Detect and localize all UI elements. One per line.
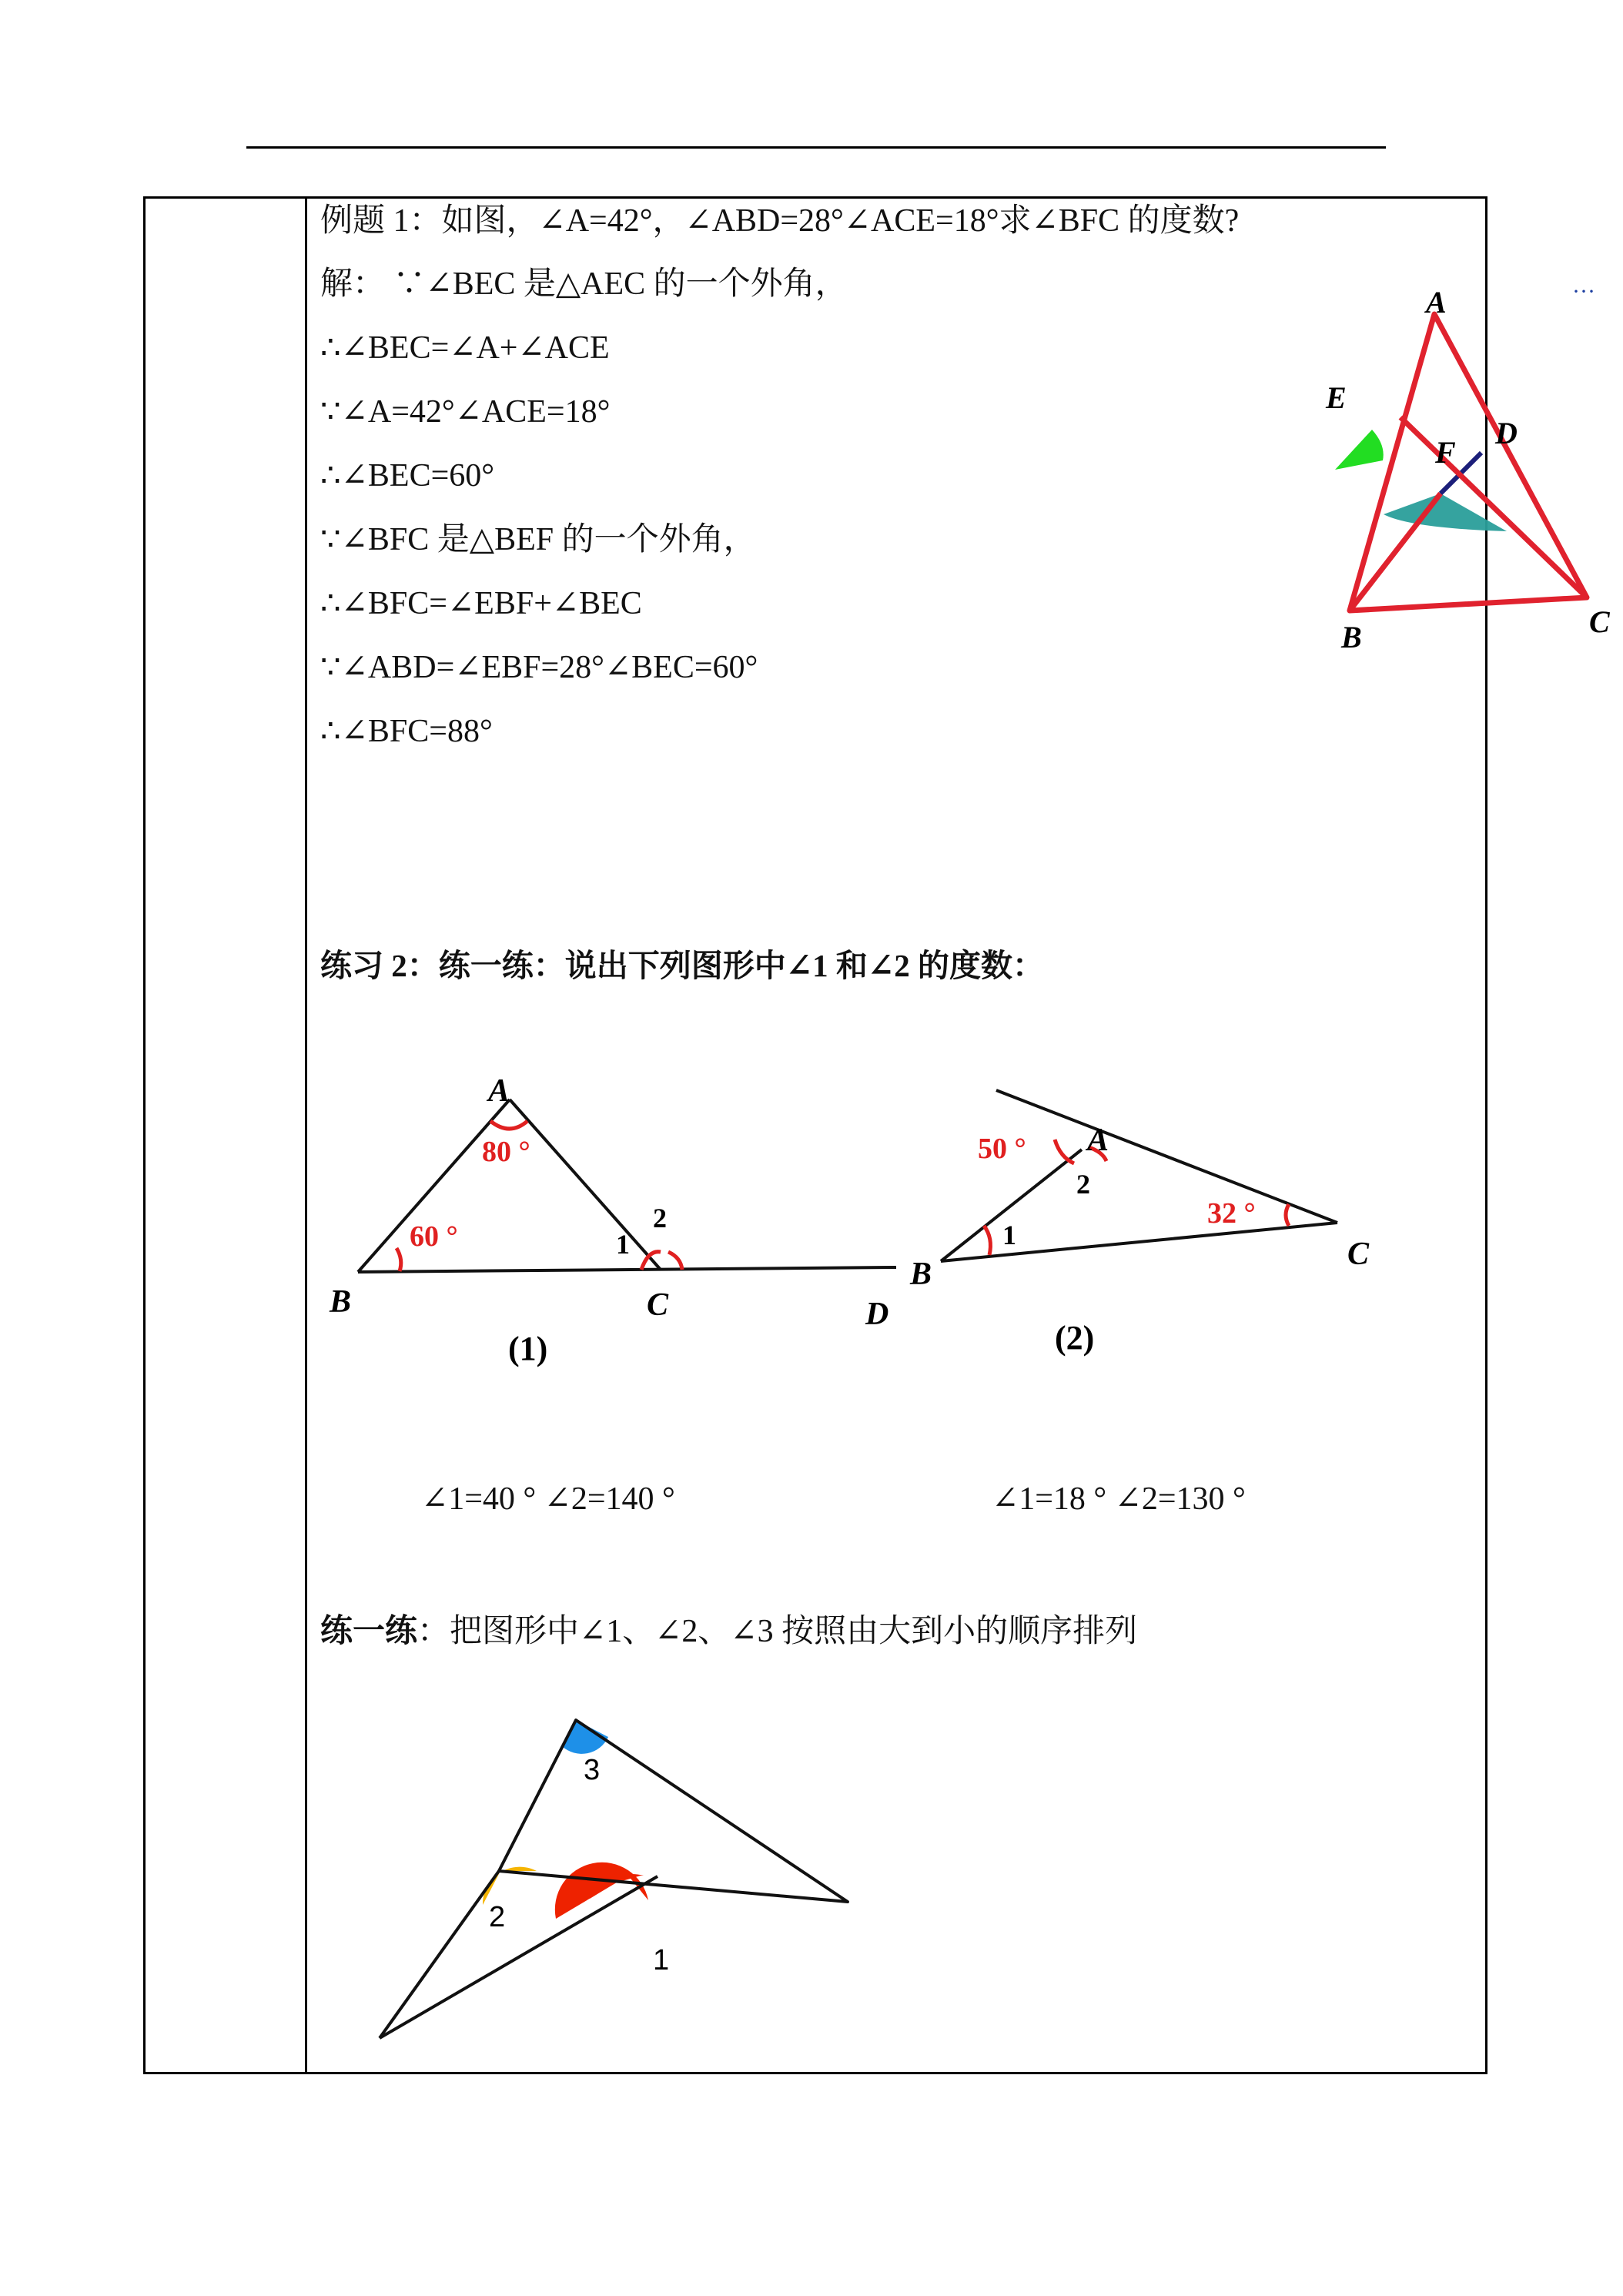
- fig1-label-b: B: [1341, 620, 1362, 654]
- ex2-fig2-angle-ext: 50 °: [978, 1133, 1026, 1165]
- ex2-fig1-label-d: D: [865, 1297, 889, 1332]
- solution-line-1: 解： ∵∠BEC 是△AEC 的一个外角，: [320, 266, 848, 302]
- fig1-dots: ···: [1572, 279, 1595, 304]
- ex3-number-2: 2: [489, 1901, 506, 1933]
- content-cell: [310, 199, 1610, 2072]
- ex2-fig2-label-b: B: [910, 1257, 932, 1292]
- solution-line-2: ∴∠BEC=∠A+∠ACE: [320, 330, 610, 366]
- fig1-label-f: F: [1435, 435, 1456, 470]
- ex2-fig2-angle-c: 32 °: [1207, 1197, 1256, 1230]
- solution-line-5: ∵∠BFC 是△BEF 的一个外角，: [320, 522, 756, 557]
- ex2-fig1-label-a: A: [488, 1073, 510, 1109]
- ex2-fig2-number-2: 2: [1076, 1169, 1090, 1200]
- solution-line-3: ∵∠A=42°∠ACE=18°: [320, 394, 611, 430]
- ex2-fig1-number-1: 1: [616, 1229, 630, 1260]
- fig1-label-d: D: [1495, 416, 1518, 450]
- fig1-label-c: C: [1589, 604, 1610, 639]
- ex2-fig1-label-c: C: [647, 1287, 669, 1323]
- header-rule: [246, 146, 1386, 149]
- example1-question: 例题 1：如图，∠A=42°，∠ABD=28°∠ACE=18°求∠BFC 的度数?: [320, 203, 1240, 239]
- exercise3-figure: [310, 199, 1487, 2070]
- exercise3-title-rest: ：把图形中∠1、∠2、∠3 按照由大到小的顺序排列: [417, 1614, 1138, 1649]
- ex3-number-3: 3: [584, 1754, 601, 1786]
- content-table: [143, 196, 1610, 2074]
- solution-line-6: ∴∠BFC=∠EBF+∠BEC: [320, 586, 642, 621]
- ex2-fig1-caption: (1): [508, 1330, 548, 1367]
- fig1-label-e: E: [1326, 380, 1347, 415]
- ex2-fig2-label-a: A: [1087, 1123, 1109, 1158]
- exercise3-title-bold: 练一练: [320, 1614, 418, 1649]
- left-column: [146, 199, 307, 2072]
- solution-line-4: ∴∠BEC=60°: [320, 458, 495, 494]
- solution-line-8: ∴∠BFC=88°: [320, 714, 493, 749]
- exercise2-title: 练习 2：练一练：说出下列图形中∠1 和∠2 的度数：: [320, 948, 1044, 983]
- fig1-label-a: A: [1426, 285, 1447, 320]
- solution-line-7: ∵∠ABD=∠EBF=28°∠BEC=60°: [320, 650, 758, 685]
- exercise2-answer-1: ∠1=40 ° ∠2=140 °: [421, 1481, 675, 1517]
- ex2-fig1-angle-a: 80 °: [482, 1136, 530, 1168]
- exercise2-answer-2: ∠1=18 ° ∠2=130 °: [992, 1481, 1246, 1517]
- ex3-number-1: 1: [653, 1944, 670, 1976]
- ex2-fig1-label-b: B: [330, 1284, 352, 1320]
- ex2-fig2-label-c: C: [1347, 1237, 1370, 1272]
- ex2-fig1-number-2: 2: [653, 1203, 667, 1233]
- ex2-fig2-caption: (2): [1055, 1319, 1095, 1357]
- ex2-fig2-number-1: 1: [1002, 1220, 1016, 1250]
- ex2-fig1-angle-b: 60 °: [410, 1220, 458, 1253]
